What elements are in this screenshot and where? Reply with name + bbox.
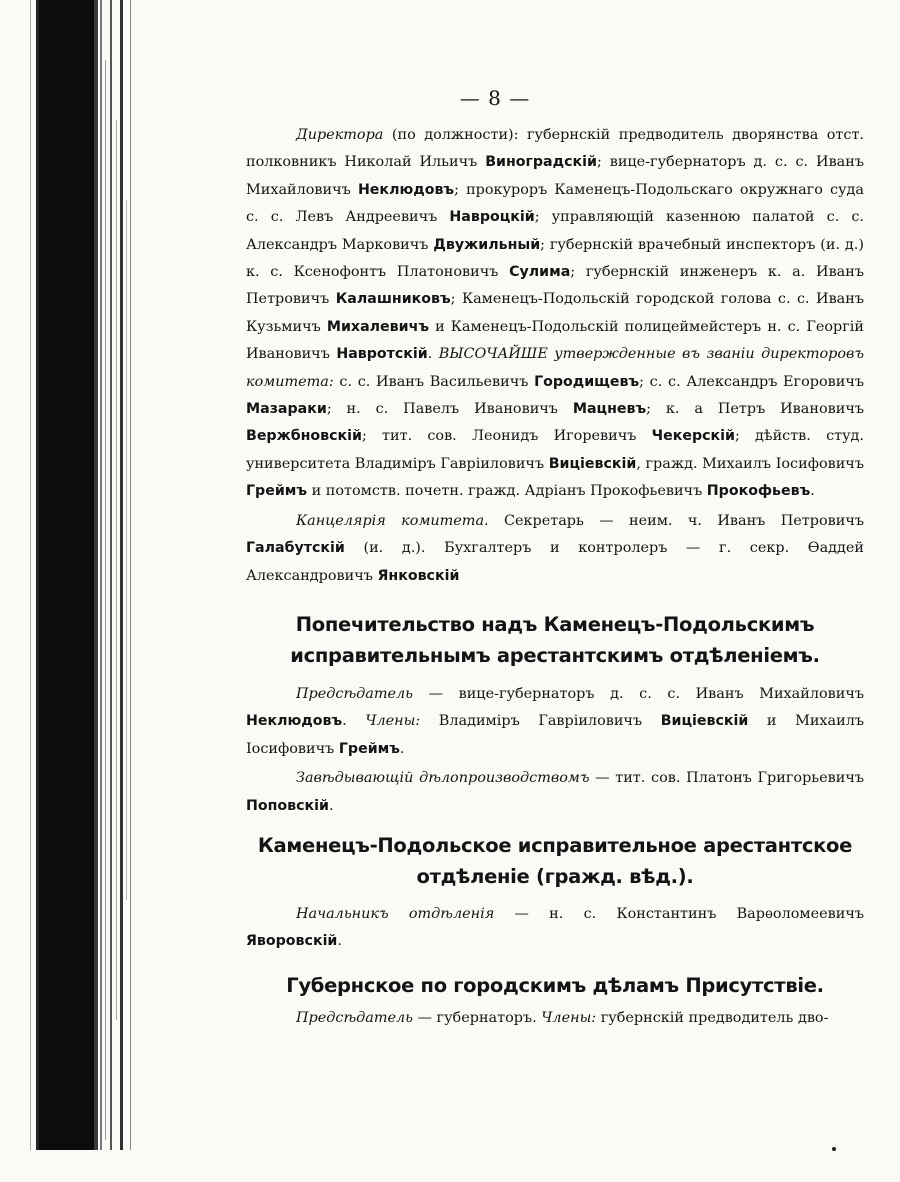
- surname: Неклюдовъ: [357, 181, 455, 198]
- section-heading-correctional-department: Каменецъ-Подольское исправительное арестантское отдѣленіе (гражд. вѣд.).: [257, 833, 853, 888]
- section-heading-guardianship: Попечительство надъ Каменецъ-Подольскимъ исправительнымъ арестантскимъ отдѣленіемъ.: [290, 612, 820, 667]
- surname: Городищевъ: [534, 373, 640, 390]
- chair-label: Предсѣдатель: [296, 1009, 414, 1026]
- surname: Виціевскій: [548, 455, 637, 472]
- surname: Прокофьевъ: [706, 483, 811, 500]
- surname: Михалевичъ: [326, 318, 429, 335]
- chancellery-paragraph: Канцелярія комитета. Секретарь — неим. ч. Иванъ Петровичъ Галабутскій (и. д.). Бухгалтеръ и контролеръ — г. секр. Ѳаддей Александровичъ Янковскій: [246, 512, 864, 584]
- members-label: Члены:: [541, 1009, 597, 1026]
- surname: Неклюдовъ: [246, 713, 343, 730]
- department-head-label: Начальникъ отдѣленія: [296, 905, 495, 922]
- surname: Сулима: [509, 264, 571, 281]
- members-label: Члены:: [365, 713, 421, 730]
- surname: Виноградскій: [485, 154, 597, 171]
- surname: Навроцкій: [449, 209, 535, 226]
- surname: Виціевскій: [660, 713, 749, 730]
- department-head-paragraph: Начальникъ отдѣленія — н. с. Константинъ Варѳоломеевичъ Яворовскій.: [246, 905, 864, 950]
- page-number: — 8 —: [459, 86, 531, 110]
- surname: Двужильный: [433, 236, 541, 253]
- directors-label: Директора: [296, 127, 384, 143]
- surname: Греймъ: [246, 483, 308, 500]
- surname: Вержбновскій: [246, 428, 362, 445]
- surname: Греймъ: [338, 740, 400, 757]
- surname: Яворовскій: [246, 933, 338, 950]
- chancellery-label: Канцелярія комитета.: [296, 512, 489, 529]
- surname: Мацневъ: [572, 401, 647, 418]
- surname: Янковскій: [377, 567, 460, 584]
- surname: Поповскій: [246, 797, 329, 814]
- surname: Мазараки: [246, 401, 327, 418]
- clerk-label: Завѣдывающій дѣлопроизводствомъ: [296, 770, 590, 787]
- surname: Навротскій: [336, 346, 428, 363]
- guardianship-chair-paragraph: Предсѣдатель — вице-губернаторъ д. с. с. Иванъ Михайловичъ Неклюдовъ. Члены: Владиміръ Гавріиловичъ Виціевскій и Михаилъ Іосифовичъ Греймъ.: [246, 685, 865, 757]
- scan-binding-edge: [0, 0, 140, 1182]
- chair-label: Предсѣдатель: [296, 685, 414, 702]
- guardianship-clerk-paragraph: Завѣдывающій дѣлопроизводствомъ — тит. сов. Платонъ Григорьевичъ Поповскій.: [246, 770, 864, 814]
- surname: Чекерскій: [651, 428, 735, 445]
- surname: Галабутскій: [246, 540, 345, 557]
- page-body: [246, 122, 864, 1032]
- section-heading-city-affairs: Губернское по городскимъ дѣламъ Присутствіе.: [286, 973, 824, 997]
- city-affairs-paragraph: Предсѣдатель — губернаторъ. Члены: губернскій предводитель дво-: [296, 1009, 829, 1026]
- ink-speck: [832, 1147, 836, 1151]
- directors-paragraph: Директора (по должности): губернскій предводитель дворянства отст. полковникъ Николай Ильичъ Виноградскій; вице-губернаторъ д. с. с. Иванъ Михайловичъ Неклюдовъ; прокуроръ Каменецъ-Подольскаго окружнаго суда с. с. Левъ Андреевичъ Навроцкій; управляющій казенною палатой с. с. Александръ Марковичъ Двужильный; губернскій врачебный инспекторъ (и. д.) к. с. Ксенофонтъ Платоновичъ Сулима; губернскій инженеръ к. а. Иванъ Петровичъ Калашниковъ; Каменецъ-Подольскій городской голова с. с. Иванъ Кузьмичъ Михалевичъ и Каменецъ-Подольскій полицеймейстеръ н. с. Георгій Ивановичъ Навротскій. ВЫСОЧАЙШЕ утвержденные въ званіи директоровъ комитета: с. с. Иванъ Васильевичъ Городищевъ; с. с. Александръ Егоровичъ Мазараки; н. с. Павелъ Ивановичъ Мацневъ; к. а Петръ Ивановичъ Вержбновскій; тит. сов. Леонидъ Игоревичъ Чекерскій; дѣйств. студ. университета Владиміръ Гавріиловичъ Виціевскій, гражд. Михаилъ Іосифовичъ Греймъ и потомств. почетн. гражд. Адріанъ Прокофьевичъ Прокофьевъ.: [246, 127, 865, 500]
- surname: Калашниковъ: [335, 291, 451, 308]
- appointed-directors-label: ВЫСОЧАЙШЕ утвержденные въ званіи директоровъ комитета:: [246, 346, 864, 390]
